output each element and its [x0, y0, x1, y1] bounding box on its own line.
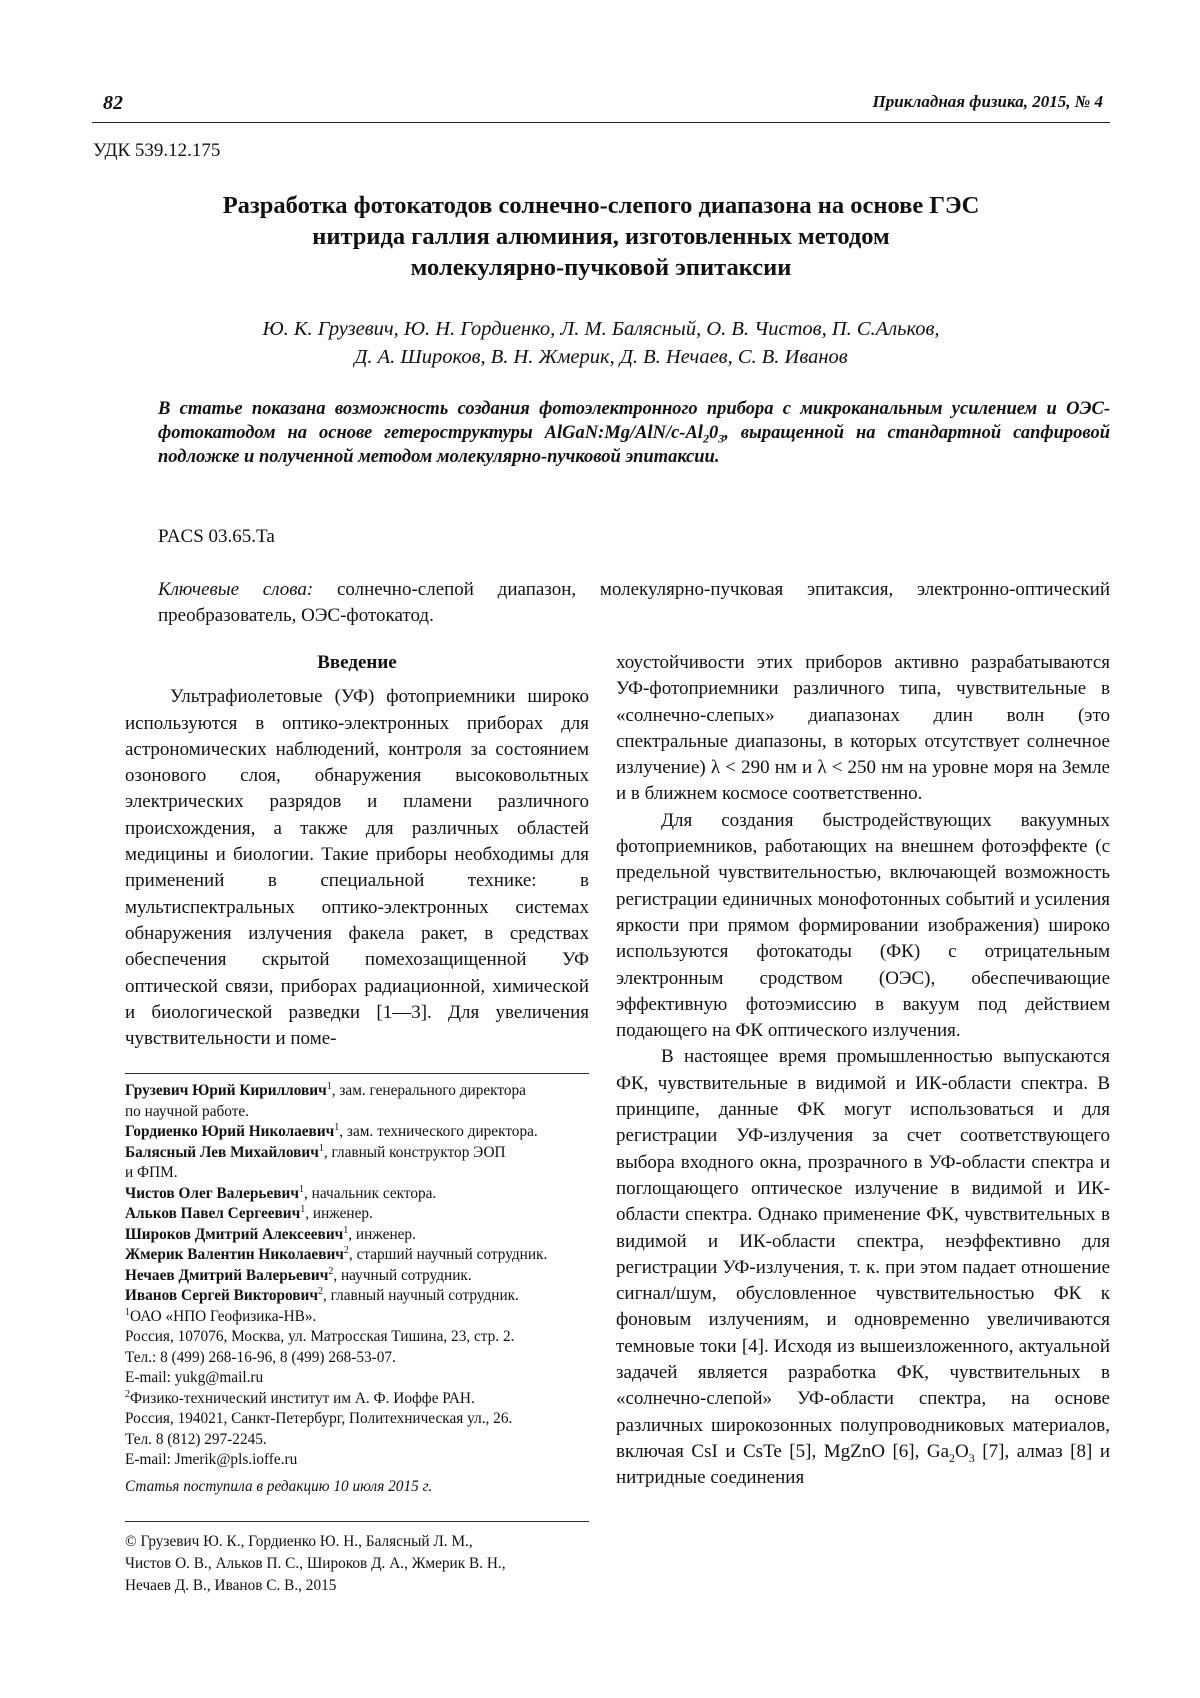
footnote-text: Тел. 8 (812) 297-2245.	[125, 1430, 267, 1448]
footnote-line	[125, 1368, 589, 1389]
author-footnotes	[125, 1081, 589, 1497]
received-date: Статья поступила в редакцию 10 июля 2015 г.	[125, 1477, 433, 1495]
author-name: Балясный Лев Михайлович	[125, 1143, 319, 1161]
authors-line: Ю. К. Грузевич, Ю. Н. Гордиенко, Л. М. Балясный, О. В. Чистов, П. С.Альков,	[262, 318, 940, 340]
footnote-line	[125, 1348, 589, 1369]
author-name: Чистов Олег Валерьевич	[125, 1184, 299, 1202]
author-name: Нечаев Дмитрий Валерьевич	[125, 1266, 329, 1284]
copyright-rule	[125, 1521, 589, 1522]
authors	[92, 315, 1110, 371]
footnote-line	[125, 1081, 589, 1102]
footnote-line	[125, 1286, 589, 1307]
authors-line: Д. А. Широков, В. Н. Жмерик, Д. В. Нечаев, С. В. Иванов	[354, 346, 848, 368]
footnote-line	[125, 1102, 589, 1123]
keywords	[158, 577, 1110, 629]
abstract-text-end: , выращенной на стандартной сапфировой подложке и полученной методом молекулярно-пучковой эпитаксии.	[158, 423, 1110, 467]
footnote-text: и ФПМ.	[125, 1164, 178, 1181]
footnote-line	[125, 1307, 589, 1328]
intro-paragraph: хоустойчивости этих приборов активно разрабатываются УФ-фотоприемники различного типа, чувствительные в «солнечно-слепых» диапазонах длин волн (это спектральные диапазоны, в которых отсутствует солнечное излучение) λ < 290 нм и λ < 250 нм на уровне моря на Земле и в ближнем космосе соответственно.	[616, 652, 1110, 805]
keywords-text: солнечно-слепой диапазон, молекулярно-пучковая эпитаксия, электронно-оптический преобразователь, ОЭС-фотокатод.	[158, 579, 1110, 626]
abstract-text-mid: 0	[708, 423, 719, 443]
affiliation-mark: 2	[317, 1285, 323, 1297]
footnote-text: ОАО «НПО Геофизика-НВ».	[130, 1307, 317, 1325]
footnote-line	[125, 1450, 589, 1471]
abstract	[158, 397, 1110, 469]
affiliation-mark: 1	[326, 1080, 332, 1092]
affiliation-mark: 1	[334, 1121, 340, 1133]
author-role: , главный научный сотрудник.	[322, 1287, 519, 1304]
footnote-rule	[125, 1073, 589, 1074]
affiliation-mark: 1	[343, 1224, 349, 1236]
copyright	[125, 1531, 589, 1597]
footnote-text: по научной работе.	[125, 1102, 250, 1120]
udk-code: УДК 539.12.175	[93, 140, 221, 161]
intro-paragraph: Для создания быстродействующих вакуумных фотоприемников, работающих на внешнем фотоэффекте (с предельной чувствительностью, включающей возможность регистрации единичных монофотонных событий и усиления яркости при прямом формировании изображения) широко используются фотокатоды (ФК) с отрицательным электронным сродством (ОЭС), обеспечивающие эффективную фотоэмиссию в вакуум под действием подающего на ФК оптического излучения.	[616, 809, 1110, 1042]
title-line: Разработка фотокатодов солнечно-слепого диапазона на основе ГЭС	[222, 192, 980, 219]
intro-paragraph	[616, 1044, 1110, 1491]
author-role: , главный конструктор ЭОП	[323, 1143, 506, 1161]
title-line: молекулярно-пучковой эпитаксии	[410, 254, 792, 281]
footnote-text: Россия, 107076, Москва, ул. Матросская Тишина, 23, стр. 2.	[125, 1328, 515, 1345]
journal-title: Прикладная физика, 2015, № 4	[872, 92, 1103, 111]
abstract-text: В статье показана возможность создания фотоэлектронного прибора с микроканальным усилением и ОЭС-фотокатодом на основе гетероструктуры AlGaN:Mg/AlN/c-Al	[158, 399, 1110, 443]
footnote-text: Физико-технический институт им А. Ф. Иоффе РАН.	[130, 1389, 475, 1407]
copyright-line: Чистов О. В., Альков П. С., Широков Д. А., Жмерик В. Н.,	[125, 1555, 506, 1572]
author-name: Альков Павел Сергеевич	[125, 1205, 301, 1222]
title-line: нитрида галлия алюминия, изготовленных методом	[312, 223, 890, 250]
footnote-text: E-mail: Jmerik@pls.ioffe.ru	[125, 1451, 298, 1468]
footnote-text: Россия, 194021, Санкт-Петербург, Политехническая ул., 26.	[125, 1410, 513, 1427]
footnote-text: Тел.: 8 (499) 268-16-96, 8 (499) 268-53-07.	[125, 1348, 396, 1366]
copyright-line: Нечаев Д. В., Иванов С. В., 2015	[125, 1577, 337, 1594]
subscript: 3	[968, 1450, 975, 1465]
affiliation-mark: 1	[125, 1306, 130, 1318]
paragraph-text: В настоящее время промышленностью выпускаются ФК, чувствительные в видимой и ИК-области спектра. В принципе, данные ФК могут использоваться и для регистрации УФ-излучения за счет соответствующего выбора входного окна, прозрачного в УФ-области спектра и поглощающего оптическое излучение в видимой и ИК-области спектра. Однако применение ФК, чувствительных в видимой и ИК-области спектра, неэффективно для регистрации УФ-излучения, т. к. при этом падает отношение сигнал/шум, обусловленное чувствительностью ФК к фоновым излучениям, и одновременно увеличиваются темновые токи [4]. Исходя из вышеизложенного, актуальной задачей является разработка ФК, чувствительных в «солнечно-слепой» УФ-области спектра, на основе различных широкозонных полупроводниковых материалов, включая CsI и CsTe [5], MgZnO [6], Ga	[616, 1046, 1110, 1462]
right-column	[616, 650, 1110, 1492]
subscript: 2	[949, 1450, 956, 1465]
affiliation-mark: 1	[318, 1142, 324, 1154]
footnote-line	[125, 1430, 589, 1451]
footnote-line	[125, 1225, 589, 1246]
article-title	[92, 190, 1110, 283]
author-role: , зам. генерального директора	[331, 1082, 526, 1099]
intro-paragraph: Ультрафиолетовые (УФ) фотоприемники широко используются в оптико-электронных приборах для астрономических наблюдений, контроля за состоянием озонового слоя, обнаружения высоковольтных электрических разрядов и пламени различного происхождения, а также для различных областей медицины и биологии. Такие приборы необходимы для применений в специальной технике: в мультиспектральных оптико-электронных системах обнаружения излучения факела ракет, в средствах обеспечения скрытой помехозащищенной УФ оптической связи, приборах радиационной, химической и биологической разведки [1—3]. Для увеличения чувствительности и поме-	[125, 686, 589, 1050]
author-role: , научный сотрудник.	[333, 1266, 472, 1284]
header-rule	[92, 122, 1110, 123]
affiliation-mark: 1	[300, 1203, 306, 1215]
author-name: Грузевич Юрий Кириллович	[125, 1082, 327, 1099]
author-name: Гордиенко Юрий Николаевич	[125, 1123, 335, 1140]
author-role: , старший научный сотрудник.	[348, 1246, 548, 1263]
footnote-line	[125, 1204, 589, 1225]
footnote-line	[125, 1389, 589, 1410]
keywords-label: Ключевые слова:	[158, 579, 314, 600]
affiliation-mark: 1	[298, 1183, 304, 1195]
footnote-line	[125, 1409, 589, 1430]
affiliation-mark: 2	[343, 1244, 349, 1256]
paragraph-text: O	[955, 1440, 969, 1462]
abstract-subscript: 3	[718, 431, 725, 446]
page-number: 82	[103, 92, 123, 114]
author-role: , начальник сектора.	[303, 1184, 437, 1202]
author-role: , зам. технического директора.	[339, 1123, 538, 1140]
affiliation-mark: 2	[125, 1388, 130, 1400]
footnote-line	[125, 1163, 589, 1184]
footnote-line	[125, 1184, 589, 1205]
author-name: Иванов Сергей Викторович	[125, 1287, 318, 1304]
footnote-line	[125, 1245, 589, 1266]
author-role: , инженер.	[348, 1225, 416, 1243]
footnote-line	[125, 1143, 589, 1164]
pacs-code: PACS 03.65.Ta	[158, 526, 275, 547]
left-column	[125, 650, 589, 1052]
author-role: , инженер.	[305, 1205, 373, 1222]
affiliation-mark: 2	[328, 1265, 334, 1277]
abstract-subscript: 2	[702, 431, 709, 446]
author-name: Жмерик Валентин Николаевич	[125, 1246, 344, 1263]
footnote-text: E-mail: yukg@mail.ru	[125, 1369, 264, 1386]
copyright-line: © Грузевич Ю. К., Гордиенко Ю. Н., Балясный Л. М.,	[125, 1533, 473, 1550]
author-name: Широков Дмитрий Алексеевич	[125, 1225, 344, 1243]
footnote-line	[125, 1327, 589, 1348]
section-heading: Введение	[317, 652, 397, 673]
footnote-line	[125, 1266, 589, 1287]
paragraph-text: [7], алмаз [8] и нитридные соединения	[616, 1440, 1110, 1489]
footnote-line	[125, 1122, 589, 1143]
